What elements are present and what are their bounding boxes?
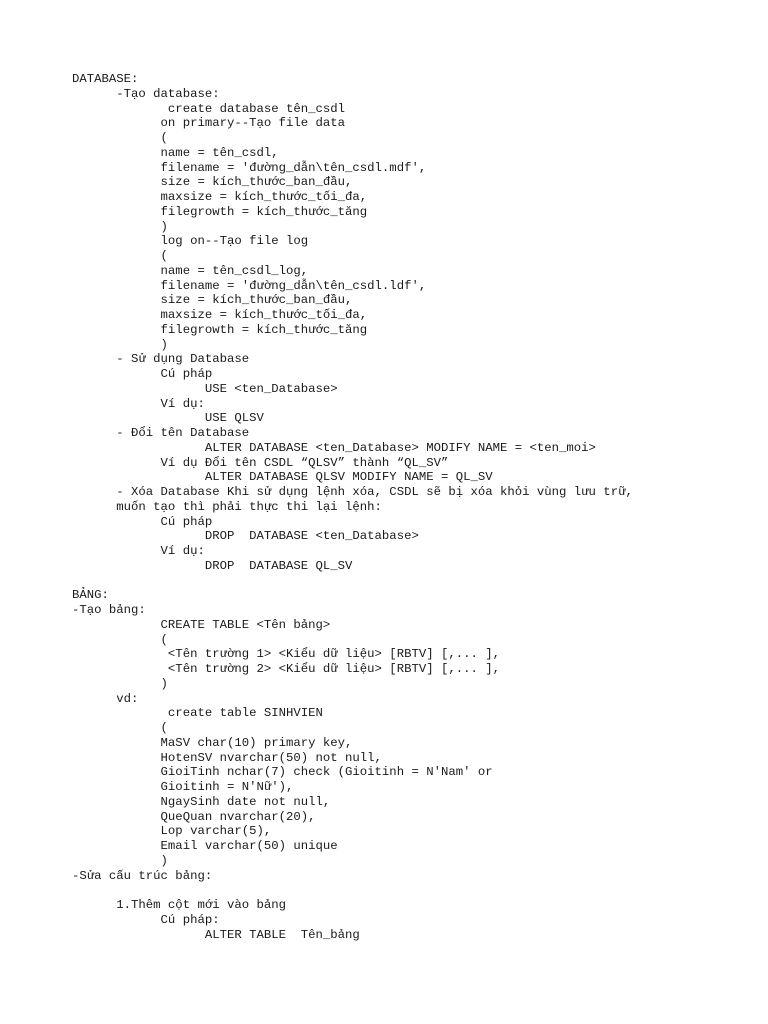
text-line: ( (72, 131, 168, 145)
text-line: muốn tạo thì phải thực thi lại lệnh: (72, 499, 382, 514)
text-line: DROP DATABASE QL_SV (72, 558, 353, 573)
text-line: - Xóa Database Khi sử dụng lệnh xóa, CSDL sẽ bị xóa khỏi vùng lưu trữ, (72, 485, 633, 499)
text-line: -Tạo database: (72, 86, 220, 101)
text-line (72, 883, 732, 898)
text-line: name = tên_csdl, (72, 145, 279, 160)
text-line: QueQuan nvarchar(20), (72, 809, 316, 824)
document-text (72, 72, 732, 942)
text-line: filename = 'đường_dẫn\tên_csdl.mdf', (72, 160, 427, 175)
text-line: USE <ten_Database> (72, 381, 338, 396)
text-line: Cú pháp (72, 367, 213, 381)
text-line: Cú pháp (72, 514, 213, 529)
text-line: Email varchar(50) unique (72, 839, 338, 853)
text-line: Ví dụ: (72, 396, 205, 411)
text-line: - Sử dụng Database (72, 352, 250, 367)
text-line: BẢNG: (72, 588, 109, 603)
text-line: name = tên_csdl_log, (72, 263, 309, 278)
text-line: GioiTinh nchar(7) check (Gioitinh = N'Nam' or (72, 765, 493, 780)
text-line: ) (72, 337, 168, 352)
text-line: Lop varchar(5), (72, 824, 272, 839)
text-line: filegrowth = kích_thước_tăng (72, 322, 368, 337)
text-line: ALTER DATABASE QLSV MODIFY NAME = QL_SV (72, 470, 493, 485)
text-line: - Đổi tên Database (72, 426, 250, 440)
text-line: -Sửa cấu trúc bảng: (72, 868, 213, 883)
text-line: CREATE TABLE <Tên bảng> (72, 617, 331, 632)
text-line: ( (72, 249, 168, 263)
text-line: filename = 'đường_dẫn\tên_csdl.ldf', (72, 278, 427, 293)
text-line: 1.Thêm cột mới vào bảng (72, 898, 287, 912)
text-line: size = kích_thước_ban_đầu, (72, 293, 353, 308)
text-line: ) (72, 853, 168, 868)
text-line: create database tên_csdl (72, 101, 346, 116)
text-line: Ví dụ: (72, 544, 205, 558)
text-line: vd: (72, 691, 139, 706)
text-line: filegrowth = kích_thước_tăng (72, 204, 368, 219)
text-line: create table SINHVIEN (72, 706, 323, 721)
text-line: maxsize = kích_thước_tối_đa, (72, 308, 368, 322)
text-line: ( (72, 721, 168, 735)
text-line: DATABASE: (72, 72, 139, 86)
text-line: NgaySinh date not null, (72, 794, 331, 809)
text-line: on primary--Tạo file data (72, 116, 346, 131)
text-line: maxsize = kích_thước_tối_đa, (72, 190, 368, 204)
text-line: Ví dụ Đổi tên CSDL “QLSV” thành “QL_SV” (72, 455, 449, 470)
text-line: Gioitinh = N'Nữ'), (72, 780, 294, 794)
text-line: ALTER DATABASE <ten_Database> MODIFY NAME = <ten_moi> (72, 440, 596, 455)
text-line: Cú pháp: (72, 912, 220, 927)
text-line: <Tên trường 1> <Kiểu dữ liệu> [RBTV] [,... ], (72, 647, 501, 662)
text-line: ALTER TABLE Tên_bảng (72, 927, 360, 942)
text-line: ( (72, 632, 168, 647)
text-line: log on--Tạo file log (72, 234, 309, 249)
text-line: -Tạo bảng: (72, 603, 146, 617)
text-line: MaSV char(10) primary key, (72, 735, 353, 750)
text-line: size = kích_thước_ban_đầu, (72, 175, 353, 190)
text-line: ) (72, 676, 168, 691)
text-line: HotenSV nvarchar(50) not null, (72, 750, 382, 765)
text-line: USE QLSV (72, 411, 264, 426)
text-line: <Tên trường 2> <Kiểu dữ liệu> [RBTV] [,... ], (72, 662, 501, 676)
text-line (72, 574, 732, 589)
text-line: DROP DATABASE <ten_Database> (72, 529, 419, 544)
text-line: ) (72, 219, 168, 234)
